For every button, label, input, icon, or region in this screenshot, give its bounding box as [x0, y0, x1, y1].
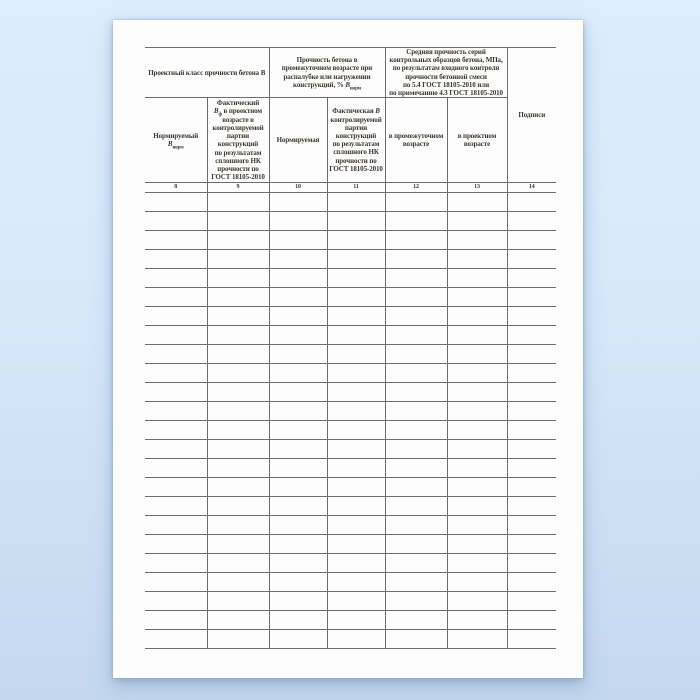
header-text: в проектном	[221, 107, 263, 116]
variable-symbol: В	[167, 140, 173, 149]
empty-cell	[507, 269, 556, 288]
header-text-line: по результатам	[214, 148, 262, 157]
variable-subscript: норм	[349, 86, 361, 92]
table-row	[145, 497, 556, 516]
table-row	[145, 307, 556, 326]
table-row	[145, 402, 556, 421]
header-text-line: прочности по	[217, 164, 259, 173]
empty-cell	[269, 535, 327, 554]
empty-cell	[447, 573, 507, 592]
empty-cell	[145, 630, 207, 649]
empty-cell	[207, 497, 269, 516]
empty-cell	[385, 383, 447, 402]
empty-cell	[327, 250, 385, 269]
empty-cell	[145, 535, 207, 554]
empty-cell	[327, 535, 385, 554]
column-number-cell: 12	[385, 183, 447, 193]
empty-cell	[385, 364, 447, 383]
empty-cell	[207, 402, 269, 421]
empty-cell	[385, 326, 447, 345]
empty-cell	[447, 212, 507, 231]
empty-cell	[385, 193, 447, 212]
header-text: конструкций, %	[293, 80, 346, 89]
empty-cell	[269, 326, 327, 345]
table-row	[145, 554, 556, 573]
empty-cell	[145, 326, 207, 345]
empty-cell	[145, 212, 207, 231]
header-text-line: Нормируемый	[153, 131, 199, 140]
empty-cell	[507, 307, 556, 326]
header-text-line: Нормируемая	[276, 136, 320, 145]
empty-cell	[327, 212, 385, 231]
empty-cell	[207, 269, 269, 288]
empty-cell	[447, 193, 507, 212]
header-text-line: по 5.4 ГОСТ 18105-2010 или	[402, 80, 490, 89]
empty-cell	[327, 573, 385, 592]
empty-cell	[327, 630, 385, 649]
empty-cell	[207, 383, 269, 402]
table-row	[145, 459, 556, 478]
empty-cell	[269, 383, 327, 402]
table-row	[145, 345, 556, 364]
header-text-line: контролируемой	[212, 123, 264, 132]
empty-cell	[447, 611, 507, 630]
empty-cell	[269, 307, 327, 326]
empty-cell	[269, 193, 327, 212]
table-row	[145, 231, 556, 250]
empty-cell	[207, 440, 269, 459]
empty-cell	[269, 288, 327, 307]
empty-cell	[507, 383, 556, 402]
header-text-line: по примечанию 4.3 ГОСТ 18105-2010	[389, 89, 503, 98]
empty-cell	[145, 440, 207, 459]
empty-cell	[447, 250, 507, 269]
empty-cell	[207, 421, 269, 440]
empty-cell	[327, 383, 385, 402]
empty-cell	[269, 440, 327, 459]
empty-cell	[447, 288, 507, 307]
header-text-line: партии	[344, 123, 368, 132]
table-row	[145, 193, 556, 212]
column-number-cell: 14	[507, 183, 556, 193]
header-text-line: прочности бетонной смеси	[405, 72, 487, 81]
table-row	[145, 592, 556, 611]
empty-cell	[207, 592, 269, 611]
variable-subscript: норм	[172, 145, 184, 151]
header-text-line: сплошного НК	[333, 148, 379, 157]
header-text-line: в проектном	[457, 132, 497, 141]
empty-cell	[507, 364, 556, 383]
empty-cell	[327, 193, 385, 212]
empty-cell	[385, 573, 447, 592]
empty-cell	[145, 231, 207, 250]
variable-symbol: В	[345, 80, 350, 89]
header-text-line: Прочность бетона в	[296, 56, 358, 65]
empty-cell	[447, 345, 507, 364]
variable-symbol: В	[375, 107, 380, 116]
empty-cell	[145, 573, 207, 592]
table-header	[145, 48, 556, 193]
group-header-intermediate-age-strength	[269, 48, 385, 98]
empty-cell	[507, 611, 556, 630]
empty-cell	[207, 212, 269, 231]
empty-cell	[447, 535, 507, 554]
empty-cell	[447, 459, 507, 478]
group-header-project-class	[145, 48, 269, 98]
table-row	[145, 364, 556, 383]
empty-cell	[385, 592, 447, 611]
empty-cell	[447, 478, 507, 497]
empty-cell	[145, 402, 207, 421]
empty-cell	[207, 326, 269, 345]
table-row	[145, 573, 556, 592]
empty-cell	[145, 307, 207, 326]
empty-cell	[447, 402, 507, 421]
empty-cell	[327, 459, 385, 478]
strength-table	[145, 47, 556, 649]
empty-cell	[385, 535, 447, 554]
empty-cell	[385, 269, 447, 288]
empty-cell	[447, 383, 507, 402]
empty-cell	[385, 288, 447, 307]
empty-cell	[385, 497, 447, 516]
empty-cell	[447, 326, 507, 345]
empty-cell	[327, 516, 385, 535]
header-text-line: по результатам входного контроля	[392, 64, 500, 73]
header-text-line: в промежуточном	[388, 132, 444, 141]
header-text-line: возрасте в	[222, 115, 254, 124]
empty-cell	[327, 307, 385, 326]
empty-cell	[269, 231, 327, 250]
empty-cell	[207, 611, 269, 630]
header-text-line	[209, 107, 268, 118]
column-number-cell: 9	[207, 183, 269, 193]
empty-cell	[507, 402, 556, 421]
empty-cell	[447, 269, 507, 288]
empty-cell	[327, 611, 385, 630]
table-row	[145, 269, 556, 288]
group-header-avg-sample-strength	[385, 48, 507, 98]
empty-cell	[507, 440, 556, 459]
empty-cell	[447, 307, 507, 326]
empty-cell	[145, 554, 207, 573]
empty-cell	[447, 421, 507, 440]
empty-cell	[145, 611, 207, 630]
empty-cell	[145, 364, 207, 383]
table-row	[145, 250, 556, 269]
empty-cell	[207, 250, 269, 269]
empty-cell	[385, 421, 447, 440]
header-text: Фактическая	[332, 107, 376, 116]
empty-cell	[507, 535, 556, 554]
empty-cell	[207, 516, 269, 535]
empty-cell	[507, 193, 556, 212]
empty-cell	[385, 440, 447, 459]
empty-cell	[385, 611, 447, 630]
empty-cell	[507, 421, 556, 440]
empty-cell	[507, 231, 556, 250]
empty-cell	[507, 459, 556, 478]
header-text-line: контрольных образцов бетона, МПа,	[389, 56, 503, 65]
table-row	[145, 535, 556, 554]
empty-cell	[207, 345, 269, 364]
header-text-line: Проектный класс прочности бетона В	[148, 68, 266, 77]
empty-cell	[207, 193, 269, 212]
empty-cell	[269, 250, 327, 269]
header-text-line: по результатам	[332, 140, 380, 149]
empty-cell	[447, 554, 507, 573]
variable-subscript: ф	[218, 112, 222, 118]
group-header-row	[145, 48, 556, 98]
empty-cell	[447, 592, 507, 611]
variable-symbol: В	[213, 107, 219, 116]
empty-cell	[507, 516, 556, 535]
empty-cell	[269, 611, 327, 630]
empty-cell	[145, 288, 207, 307]
empty-cell	[507, 573, 556, 592]
empty-cell	[207, 630, 269, 649]
empty-cell	[385, 478, 447, 497]
empty-cell	[327, 364, 385, 383]
empty-cell	[327, 554, 385, 573]
empty-cell	[507, 250, 556, 269]
empty-cell	[507, 326, 556, 345]
empty-cell	[145, 497, 207, 516]
empty-cell	[145, 250, 207, 269]
header-text-line: возрасте	[402, 140, 430, 149]
empty-cell	[269, 516, 327, 535]
header-text-line: прочности по	[335, 156, 377, 165]
header-text-line: Подписи	[518, 111, 546, 119]
header-text-line: Фактический	[216, 99, 260, 108]
empty-cell	[327, 231, 385, 250]
document-page	[113, 20, 583, 678]
empty-cell	[447, 516, 507, 535]
header-text-line: контролируемой	[330, 115, 382, 124]
table-row	[145, 440, 556, 459]
empty-cell	[269, 459, 327, 478]
signatures-header-cell	[507, 48, 556, 183]
header-text-line	[329, 107, 384, 115]
empty-cell	[145, 269, 207, 288]
empty-cell	[385, 212, 447, 231]
empty-cell	[145, 421, 207, 440]
header-text-line: промежуточном возрасте при	[281, 64, 373, 73]
header-text-line: конструкций	[335, 132, 377, 141]
empty-cell	[207, 459, 269, 478]
empty-cell	[145, 459, 207, 478]
empty-cell	[447, 440, 507, 459]
empty-cell	[507, 288, 556, 307]
subheader-intermediate-age	[385, 98, 447, 183]
table-row	[145, 288, 556, 307]
empty-cell	[269, 269, 327, 288]
header-text-line: Средняя прочность серий	[406, 48, 486, 56]
empty-cell	[269, 554, 327, 573]
empty-cell	[507, 345, 556, 364]
empty-cell	[385, 402, 447, 421]
empty-cell	[269, 212, 327, 231]
empty-cell	[447, 231, 507, 250]
empty-cell	[507, 630, 556, 649]
empty-cell	[447, 364, 507, 383]
header-text-line	[146, 140, 206, 151]
empty-cell	[385, 345, 447, 364]
empty-cell	[269, 497, 327, 516]
empty-cell	[207, 554, 269, 573]
empty-cell	[207, 231, 269, 250]
empty-cell	[145, 383, 207, 402]
empty-cell	[207, 535, 269, 554]
empty-cell	[385, 459, 447, 478]
subheader-design-age	[447, 98, 507, 183]
empty-cell	[385, 554, 447, 573]
empty-cell	[269, 630, 327, 649]
empty-cell	[327, 402, 385, 421]
empty-cell	[269, 573, 327, 592]
header-text-line: распалубке или нагружении	[283, 72, 371, 81]
empty-cell	[207, 288, 269, 307]
empty-cell	[507, 554, 556, 573]
header-text-line: возрасте	[463, 140, 491, 149]
header-text-line: партии	[226, 132, 250, 141]
table-body	[145, 193, 556, 649]
empty-cell	[207, 573, 269, 592]
header-text-line: ГОСТ 18105-2010	[211, 173, 265, 182]
empty-cell	[327, 592, 385, 611]
empty-cell	[269, 478, 327, 497]
empty-cell	[385, 516, 447, 535]
empty-cell	[327, 478, 385, 497]
header-text-line: ГОСТ 18105-2010	[329, 164, 383, 173]
empty-cell	[269, 345, 327, 364]
empty-cell	[385, 630, 447, 649]
table-row	[145, 326, 556, 345]
table-row	[145, 611, 556, 630]
empty-cell	[145, 592, 207, 611]
empty-cell	[327, 497, 385, 516]
empty-cell	[269, 364, 327, 383]
empty-cell	[327, 269, 385, 288]
header-text-line: сплошного НК	[215, 156, 261, 165]
empty-cell	[507, 592, 556, 611]
empty-cell	[327, 421, 385, 440]
empty-cell	[269, 421, 327, 440]
empty-cell	[207, 307, 269, 326]
table-row	[145, 421, 556, 440]
table-row	[145, 630, 556, 649]
table-row	[145, 383, 556, 402]
empty-cell	[269, 592, 327, 611]
column-numbers-row	[145, 183, 556, 193]
empty-cell	[145, 516, 207, 535]
empty-cell	[507, 478, 556, 497]
subheader-actual-b-design-age	[207, 98, 269, 183]
empty-cell	[327, 345, 385, 364]
column-number-cell: 11	[327, 183, 385, 193]
table-row	[145, 516, 556, 535]
empty-cell	[327, 326, 385, 345]
subheader-normalized-b	[145, 98, 207, 183]
empty-cell	[447, 497, 507, 516]
subheader-normalized-f	[269, 98, 327, 183]
empty-cell	[385, 250, 447, 269]
empty-cell	[507, 497, 556, 516]
table-row	[145, 478, 556, 497]
subheader-actual-b-controlled	[327, 98, 385, 183]
empty-cell	[385, 307, 447, 326]
column-number-cell: 13	[447, 183, 507, 193]
empty-cell	[327, 440, 385, 459]
empty-cell	[269, 402, 327, 421]
empty-cell	[145, 193, 207, 212]
empty-cell	[145, 345, 207, 364]
empty-cell	[145, 478, 207, 497]
empty-cell	[327, 288, 385, 307]
empty-cell	[207, 364, 269, 383]
empty-cell	[385, 231, 447, 250]
header-text-line	[271, 80, 384, 92]
column-number-cell: 10	[269, 183, 327, 193]
empty-cell	[207, 478, 269, 497]
empty-cell	[507, 212, 556, 231]
subheader-row	[145, 98, 556, 183]
empty-cell	[447, 630, 507, 649]
column-number-cell: 8	[145, 183, 207, 193]
header-text-line: конструкций	[217, 140, 259, 149]
table-row	[145, 212, 556, 231]
